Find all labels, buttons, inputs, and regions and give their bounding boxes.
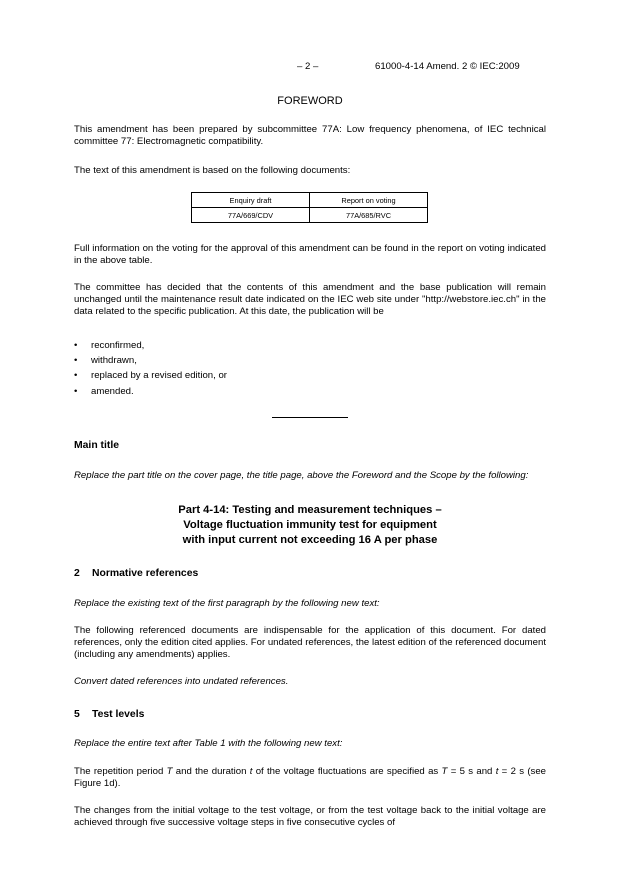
- bullet-icon: •: [74, 370, 78, 382]
- bullet-icon: •: [74, 355, 78, 367]
- part-title: [0, 503, 620, 548]
- section-5-instruction: Replace the entire text after Table 1 with the following new text:: [74, 738, 343, 749]
- committee-paragraph: The committee has decided that the contents of this amendment and the base publication will remain unchanged until the maintenance result date indicated on the IEC web site under "http://webstore.iec.ch" in the data related to the specific publication. At this date, the publication will be: [74, 282, 546, 317]
- page-number: – 2 –: [297, 61, 319, 72]
- section-number: 2: [74, 568, 80, 579]
- table-row: [192, 208, 428, 223]
- main-title-heading: Main title: [74, 440, 120, 451]
- part-title-line: with input current not exceeding 16 A per phase: [182, 534, 438, 546]
- voting-documents-table: [191, 192, 428, 223]
- repetition-paragraph: The repetition period T and the duration t of the voltage fluctuations are specified as T = 5 s and t = 2 s (see Figure 1d).: [74, 766, 546, 789]
- intro-paragraph: This amendment has been prepared by subcommittee 77A: Low frequency phenomena, of IEC technical committee 77: Electromagnetic compatibility.: [74, 124, 546, 147]
- section-number: 5: [74, 709, 80, 720]
- document-reference: 61000-4-14 Amend. 2 © IEC:2009: [375, 61, 520, 72]
- section-2-instruction: Replace the existing text of the first paragraph by the following new text:: [74, 598, 380, 609]
- section-5-heading: [74, 709, 144, 720]
- section-title: Normative references: [92, 568, 199, 579]
- voting-info-paragraph: Full information on the voting for the approval of this amendment can be found in the report on voting indicated in the above table.: [74, 243, 546, 266]
- list-item: • withdrawn,: [74, 355, 137, 367]
- list-item: • reconfirmed,: [74, 340, 145, 351]
- list-item: • amended.: [74, 385, 134, 397]
- based-on-paragraph: The text of this amendment is based on the following documents:: [74, 165, 351, 176]
- section-title: Test levels: [92, 709, 145, 720]
- section-2-note: Convert dated references into undated references.: [74, 676, 289, 687]
- bullet-icon: •: [74, 340, 78, 351]
- bullet-icon: •: [74, 385, 78, 397]
- table-header-cell: Enquiry draft: [192, 193, 310, 208]
- foreword-title: FOREWORD: [277, 95, 343, 107]
- table-cell: 77A/685/RVC: [310, 208, 428, 223]
- main-title-instruction: Replace the part title on the cover page, the title page, above the Foreword and the Scope by the following:: [74, 470, 529, 481]
- part-title-line: Part 4-14: Testing and measurement techniques –: [178, 504, 442, 516]
- table-header-cell: Report on voting: [310, 193, 428, 208]
- voltage-changes-paragraph: The changes from the initial voltage to the test voltage, or from the test voltage back to the initial voltage are achieved through five successive voltage steps in five consecutive cycles of: [74, 805, 546, 828]
- section-2-body: The following referenced documents are indispensable for the application of this document. For dated references, only the edition cited applies. For undated references, the latest edition of the referenced document (including any amendments) applies.: [74, 625, 546, 660]
- list-item: • replaced by a revised edition, or: [74, 370, 227, 382]
- section-2-heading: [74, 568, 198, 579]
- section-divider: [272, 417, 348, 418]
- publication-options-list: [74, 340, 227, 401]
- table-cell: 77A/669/CDV: [192, 208, 310, 223]
- table-header-row: [192, 193, 428, 208]
- part-title-line: Voltage fluctuation immunity test for equipment: [183, 519, 437, 531]
